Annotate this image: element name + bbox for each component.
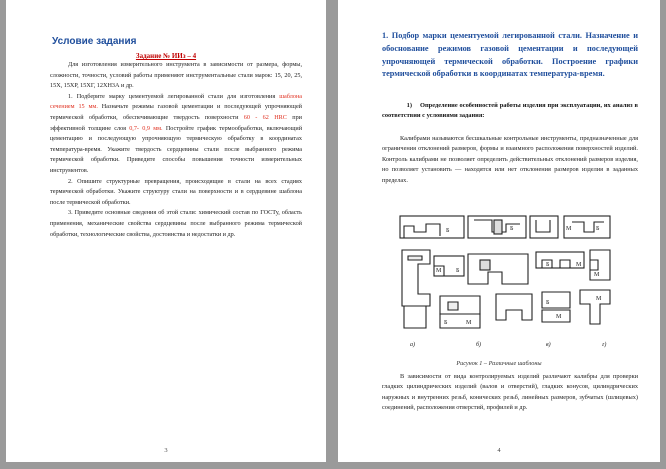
- figure-label: Б: [546, 262, 550, 268]
- figure-label: Б: [444, 320, 448, 326]
- item-3-paragraph: 3. Приведите основные сведения об этой стали: химический состав по ГОСТу, область применения, механические свойства сердцевины после выбранного режима термической обработки, технологические свойства, достоинства и недостатки и др.: [50, 209, 302, 238]
- figure-label: Б: [446, 228, 450, 234]
- template-shape: [440, 296, 480, 314]
- intro-paragraph: Для изготовления измерительного инструмента в зависимости от размера, формы, сложности, точности, условий работы применяют инструментальные стали марок: 15, 20, 25, 15Х, 15ХР, 15ХГ, 12ХН3А и др.: [50, 61, 302, 90]
- page-number: 3: [164, 447, 168, 454]
- figure-caption: Рисунок 1 – Различные шаблоны: [456, 360, 542, 367]
- subsection-heading: 1) Определение особенностей работы изделия при эксплуатации, их анализ в соответствии с условиями задания:: [382, 102, 638, 120]
- figure-label: М: [436, 268, 442, 274]
- figure-label: М: [594, 272, 600, 278]
- hardness-value: 60 - 62 HRC: [243, 113, 287, 121]
- section-value: шаблона сечением 15 мм.: [50, 92, 303, 111]
- template-shape: [400, 216, 464, 238]
- figure-label: М: [596, 296, 602, 302]
- page-number: 4: [497, 447, 501, 454]
- task-body: [50, 60, 302, 240]
- figure-label-v: в): [546, 342, 551, 348]
- page-title: Условие задания: [52, 36, 137, 47]
- document-page-3: [6, 0, 326, 462]
- item-2-paragraph: 2. Опишите структурные превращения, происходящие в стали на всех стадиях термической обработки. Укажите структуру стали на поверхности и в сердцевине шаблона после термической обработки.: [50, 177, 302, 206]
- item-1-paragraph: 1. Подберите марку цементуемой легированной стали для изготовления шаблона сечением 15 мм. Назначьте режимы газовой цементации и последующей упрочняющей термической обработки, обеспечивающие твердость поверхности 60 - 62 HRC при эффективной толщине слоя 0,7- 0,9 мм. Постройте график термообработки, включающий цементацию и последующую упрочняющую термическую обработку в координатах температура-время. Укажите твердость сердцевины стали после выбранного режима термической обработки. Приведите способы повышения точности измерительных инструментов.: [50, 92, 303, 174]
- templates-figure: [396, 210, 630, 358]
- calibers-paragraph: Калибрами называются бесшкальные контрольные инструменты, предназначенные для ограничения отклонений размеров, формы и взаимного расположения поверхностей изделий. Контроль калибрами не позволяет определить действительных отклонений размеров изделия, но позволяет установить — находятся или нет отклонения размеров изделия в заданных пределах.: [382, 135, 638, 184]
- template-shape: [468, 254, 528, 284]
- figure-label: Б: [546, 300, 550, 306]
- figure-label: Б: [596, 226, 600, 232]
- template-shape: [496, 294, 532, 320]
- figure-label: Б: [456, 268, 460, 274]
- template-shape: [590, 250, 610, 280]
- figure-label: М: [466, 320, 472, 326]
- template-shape: [404, 306, 426, 328]
- figure-label-b: б): [476, 342, 482, 348]
- figure-label-a: а): [410, 342, 415, 348]
- template-shape: [580, 290, 610, 324]
- caliber-types-paragraph: В зависимости от вида контролируемых изделий различают калибры для проверки гладких цилиндрических изделий (валов и отверстий), гладких конусов, цилиндрических наружных и внутренних резьб, конических резьб, линейных размеров, зубчатых (шлицевых) соединений, расположения отверстий, профилей и др.: [382, 373, 638, 412]
- figure-label: М: [576, 262, 582, 268]
- figure-label: М: [566, 226, 572, 232]
- figure-label-g: г): [602, 342, 607, 348]
- document-page-4: [338, 0, 660, 462]
- layer-thickness-value: 0,7- 0,9 мм.: [129, 124, 163, 132]
- template-shape: [530, 216, 558, 238]
- section-heading: 1. Подбор марки цементуемой легированной стали. Назначение и обоснование режимов газовой цементации и последующей упрочняющей термической обработки. Построение графики термической обработки в координатах температура-время.: [382, 31, 638, 79]
- figure-label: М: [556, 314, 562, 320]
- task-number: Задание № ИИз – 4: [135, 52, 197, 60]
- figure-label: Б: [510, 226, 514, 232]
